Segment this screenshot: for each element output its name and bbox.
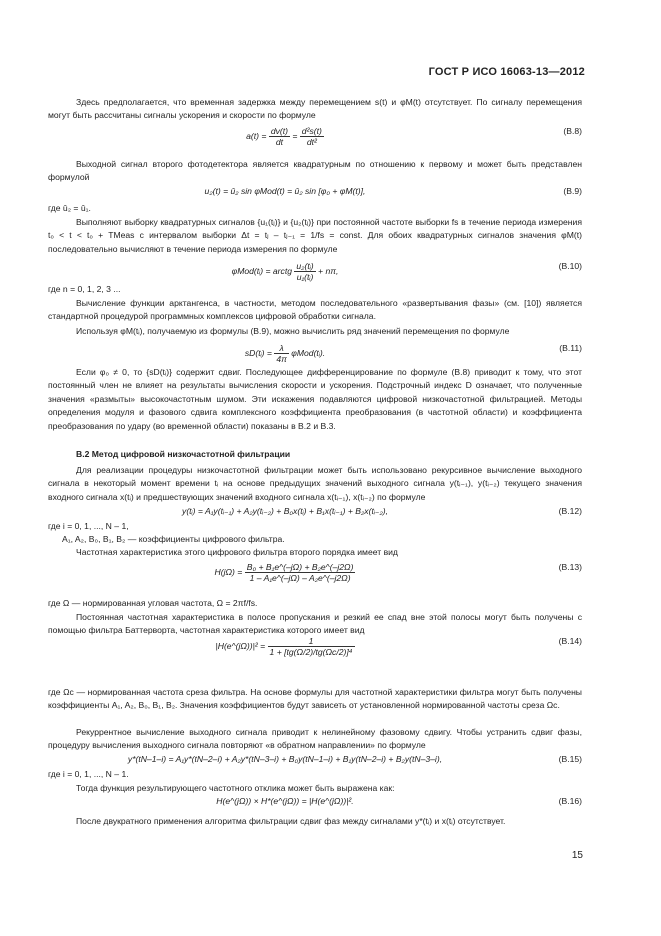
formula-b15: y*(tN–1–i) = A₁y*(tN–2–i) + A₂y*(tN–3–i) + B₀y(tN–1–i) + B₁y(tN–2–i) + B₂y(tN–3–i), (B.15)	[127, 754, 582, 764]
formula-b8-expr: a(t) = $\frac{dv(t)}{dt}$ = $\frac{\text{d²s(t)}}{\text{dt²}}$	[246, 126, 322, 147]
paragraph-7: Используя φM(tᵢ), получаемую из формулы (B.9), можно вычислить ряд значений перемещения по формуле	[76, 326, 510, 336]
paragraph-16: Рекуррентное вычисление выходного сигнала приводит к нелинейному фазовому сдвигу. Чтобы устранить сдвиг фазы, процедуру вычисления выходного сигнала повторяют «в обратном направлении» по формуле	[48, 727, 582, 751]
paragraph-8: Если φ₀ ≠ 0, то {sD(tᵢ)} содержит сдвиг. Последующее дифференцирование по формуле (B.8) приводит к тому, что этот постоянный член не влияет на результаты вычисления скорости и ускорения. Подстрочный индекс D означает, что полученные значения «размыты» высокочастотным шумом. Эти искажения подавляются цифровой низкочастотной фильтрацией. Методы определения модуля и фазового сдвига комплексного коэффициента преобразования (в частотной области) и коэффициента преобразования по удару (во временной области) показаны в B.2 и B.3.	[48, 367, 582, 431]
paragraph-2: Выходной сигнал второго фотодетектора является квадратурным по отношению к первому и может быть представлен формулой	[48, 159, 582, 183]
formula-b8	[48, 126, 582, 147]
paragraph-10: где i = 0, 1, ..., N – 1,	[48, 521, 129, 531]
section-heading: B.2 Метод цифровой низкочастотной фильтрации	[76, 449, 291, 459]
formula-b13: H(jΩ) = $\frac{\text{B₀ + B₁e\textasciicircum{}(–jΩ) + B₂e\textasciicircum{}(–j2Ω)}}{\text{1 – A₁e\textasciicircum{}(–jΩ) – A₂e\textasciicircum{}(–j2Ω)}}$ (B.13)	[214, 562, 582, 583]
paragraph-6: Вычисление функции арктангенса, в частности, методом последовательного «развертывания фазы» (см. [10]) является стандартной процедурой программных комплексов цифровой обработки сигнала.	[48, 298, 582, 322]
formula-b10: φMod(tᵢ) = arctg $\frac{\text{u₂(tᵢ)}}{\text{u₁(tᵢ)}}$ + nπ, (B.10)	[231, 261, 582, 282]
paragraph-18: Тогда функция результирующего частотного отклика может быть выражена как:	[76, 783, 395, 793]
paragraph-14: Постоянная частотная характеристика в полосе пропускания и резкий ее спад вне этой полосы могут быть получены с помощью фильтра Баттерворта, частотная характеристика которого имеет вид	[48, 612, 582, 636]
formula-b12: y(tᵢ) = A₁y(tᵢ₋₁) + A₂y(tᵢ₋₂) + B₀x(tᵢ) + B₁x(tᵢ₋₁) + B₂x(tᵢ₋₂), (B.12)	[182, 506, 582, 516]
paragraph-12: Частотная характеристика этого цифрового фильтра второго порядка имеет вид	[76, 547, 398, 557]
paragraph-3: где û₂ = û₁.	[48, 203, 91, 213]
paragraph-4: Выполняют выборку квадратурных сигналов {u₁(tⱼ)} и {u₂(tⱼ)} при постоянной частоте выборки fs в течение периода измерения t₀ < t < t₀ + TMeas с интервалом выборки Δt = tⱼ – tⱼ₋₁ = 1/fs = const. Для обоих квадратурных сигналов значения φM(t) последовательно вычисляют в течение периода измерения по формуле	[48, 217, 582, 254]
formula-b16: H(e^(jΩ)) × H*(e^(jΩ)) = |H(e^(jΩ))|². (B.16)	[216, 796, 582, 806]
paragraph-5: где n = 0, 1, 2, 3 ...	[48, 284, 121, 294]
formula-b14: |H(e^(jΩ))|² = $\frac{1}{\text{1 + [tg(Ω/2)/tg(Ωc/2)]⁴}}$ (B.14)	[215, 636, 582, 657]
paragraph-1: Здесь предполагается, что временная задержка между перемещением s(t) и φM(t) отсутствует. По сигналу перемещения могут быть рассчитаны сигналы ускорения и скорости по формуле	[48, 97, 582, 121]
page-number: 15	[571, 850, 583, 861]
paragraph-19: После двукратного применения алгоритма фильтрации сдвиг фаз между сигналами y*(tᵢ) и x(tᵢ) отсутствует.	[76, 816, 506, 826]
paragraph-11: A₁, A₂, B₀, B₁, B₂ — коэффициенты цифрового фильтра.	[62, 534, 285, 544]
paragraph-13: где Ω — нормированная угловая частота, Ω = 2πf/fs.	[48, 598, 258, 608]
document-header: ГОСТ Р ИСО 16063-13—2012	[428, 66, 585, 78]
paragraph-9: Для реализации процедуры низкочастотной фильтрации может быть использовано рекурсивное вычисление выходного сигнала в некоторый момент времени tᵢ на основе предыдущих значений выходного сигнала y(tᵢ₋₁), y(tᵢ₋₂) текущего значения входного сигнала x(tᵢ) и предшествующих значений входного сигнала x(tᵢ₋₁), x(tᵢ₋₂) по формуле	[48, 465, 582, 502]
formula-b11: sD(tᵢ) = $\frac{\lambda}{4\pi}$ φMod(tᵢ). (B.11)	[244, 343, 582, 364]
paragraph-15: где Ωc — нормированная частота среза фильтра. На основе формулы для частотной характеристики фильтра могут быть получены коэффициенты A₁, A₂, B₀, B₁, B₂. Значения коэффициентов будут зависеть от установленной нормированной частоты среза Ωc.	[48, 687, 582, 711]
paragraph-17: где i = 0, 1, ..., N – 1.	[48, 769, 129, 779]
formula-b9: u₂(t) = û₂ sin φMod(t) = û₂ sin [φ₀ + φM(t)], (B.9)	[204, 186, 582, 196]
formula-b8-number: (B.8)	[563, 126, 582, 136]
